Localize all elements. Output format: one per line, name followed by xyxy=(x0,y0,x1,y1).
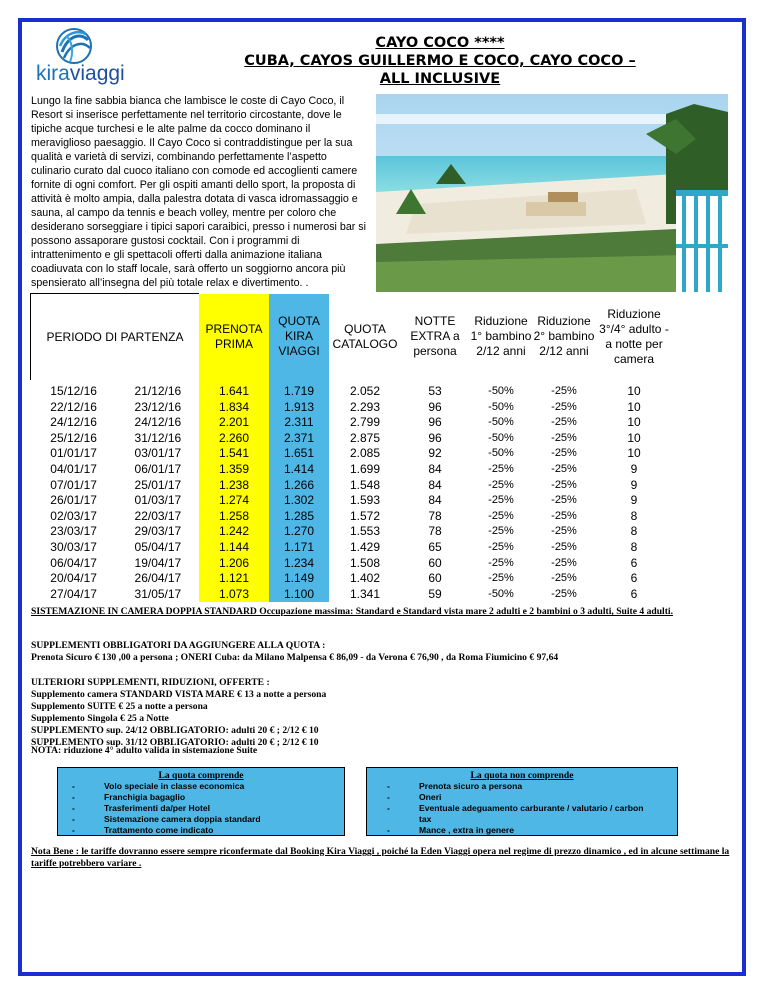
notte-extra-cell: 65 xyxy=(428,539,442,554)
riduzione-3-4-cell: 10 xyxy=(627,399,641,414)
table-row xyxy=(31,400,674,416)
period-to-cell: 03/01/17 xyxy=(134,446,182,461)
period-to-cell: 05/04/17 xyxy=(134,539,182,554)
quota-non-comprende-box xyxy=(366,767,678,836)
notte-extra-cell: 53 xyxy=(428,384,442,398)
prenota-prima-cell: 1.242 xyxy=(199,524,269,540)
riduzione-2-cell: -25% xyxy=(551,556,577,569)
title-line-3: ALL INCLUSIVE xyxy=(379,71,501,87)
globe-icon xyxy=(52,26,96,66)
quota-kira-cell: 2.371 xyxy=(269,431,329,447)
quota-catalogo-cell: 1.593 xyxy=(349,493,381,508)
quota-kira-cell: 1.149 xyxy=(269,571,329,587)
riduzione-2-cell: -25% xyxy=(551,478,577,491)
table-row xyxy=(31,462,674,478)
quota-catalogo-cell: 2.875 xyxy=(349,430,381,445)
list-item: - Eventuale adeguamento carburante / valutario / carbon tax xyxy=(387,803,644,824)
resort-description: Lungo la fine sabbia bianca che lambisce le coste di Cayo Coco, il Resort si inserisce perfettamente nel territorio circostante, dove le tipiche acque turchesi e le alte palme da cocco dominano il meraviglioso paesaggio. Il Cayo Coco si contraddistingue per la sua qualità e varietà di servizi, combinando perfettamente l’aspetto culinario curato dal cuoco italiano con comode ed accoglienti camere fornite di ogni comfort. Per gli ospiti amanti dello sport, la proposta di attività è molto ampia, dalla palestra dotata di vasca idromassaggio e sauna, al campo da tennis e beach volley, mentre per coloro che desiderano sorseggiare i tipici sapori caraibici, presso i numerosi bar si possono assaporare gustosi cocktail. Con i programmi di intrattenimento e gli spettacoli offerti dalla animazione italiana coadiuvata con lo staff locale, sarà offerto un soggiorno ancora più spensierato all’insegna del più totale relax e divertimento. . xyxy=(31,95,367,289)
riduzione-2-cell: -25% xyxy=(551,525,577,538)
quota-comprende-box xyxy=(57,767,345,836)
title-line-2: CUBA, CAYOS GUILLERMO E COCO, CAYO COCO – xyxy=(244,53,636,69)
riduzione-1-cell: -50% xyxy=(488,416,514,429)
riduzione-1-cell: -50% xyxy=(488,400,514,413)
ulteriori-heading: ULTERIORI SUPPLEMENTI, RIDUZIONI, OFFERTE : xyxy=(31,677,270,688)
notte-extra-cell: 84 xyxy=(428,477,442,492)
quota-kira-cell: 1.270 xyxy=(269,524,329,540)
period-from-cell: 02/03/17 xyxy=(50,508,97,523)
period-to-cell: 24/12/16 xyxy=(134,415,182,430)
riduzione-1-cell: -50% xyxy=(488,587,514,600)
notte-extra-cell: 78 xyxy=(428,508,442,523)
quota-catalogo-cell: 1.341 xyxy=(349,586,381,601)
riduzione-1-cell: -50% xyxy=(488,447,514,460)
list-item: - Trasferimenti da/per Hotel xyxy=(72,803,211,813)
riduzione-3-4-cell: 10 xyxy=(627,415,641,430)
riduzione-2-cell: -25% xyxy=(551,509,577,522)
header-riduzione-2-bambino: Riduzione 2° bambino 2/12 anni xyxy=(533,314,595,359)
notte-extra-cell: 60 xyxy=(428,571,442,586)
period-to-cell: 26/04/17 xyxy=(134,571,182,586)
list-item: - Franchigia bagaglio xyxy=(72,792,186,802)
prenota-prima-cell: 1.144 xyxy=(199,540,269,556)
prenota-prima-cell: 1.641 xyxy=(199,380,269,400)
quota-non-comprende-list xyxy=(367,781,677,836)
table-row xyxy=(31,478,674,494)
quota-kira-cell: 1.171 xyxy=(269,540,329,556)
logo-wordmark: kiraviaggi xyxy=(36,62,125,85)
riduzione-3-4-cell: 8 xyxy=(630,524,638,539)
title-line-1: CAYO COCO **** xyxy=(375,35,505,51)
riduzione-3-4-cell: 6 xyxy=(630,555,638,570)
price-table xyxy=(30,293,673,602)
quota-kira-cell: 1.100 xyxy=(269,587,329,603)
ulteriori-line: Supplemento Singola € 25 a Notte xyxy=(31,713,169,724)
quota-kira-cell: 1.266 xyxy=(269,478,329,494)
riduzione-3-4-cell: 9 xyxy=(630,477,638,492)
ulteriori-line: Supplemento camera STANDARD VISTA MARE € 13 a notte a persona xyxy=(31,689,327,700)
table-row xyxy=(31,446,674,462)
quota-kira-cell: 1.234 xyxy=(269,556,329,572)
riduzione-1-cell: -25% xyxy=(488,556,514,569)
quota-non-comprende-heading: La quota non comprende xyxy=(470,770,574,781)
header-prenota-prima: PRENOTA PRIMA xyxy=(199,294,269,381)
quota-catalogo-cell: 1.402 xyxy=(349,571,381,586)
notte-extra-cell: 96 xyxy=(428,415,442,430)
list-item: - Volo speciale in classe economica xyxy=(72,781,245,791)
riduzione-3-4-cell: 10 xyxy=(627,446,641,461)
riduzione-3-4-cell: 8 xyxy=(630,539,638,554)
riduzione-3-4-cell: 8 xyxy=(630,508,638,523)
kiraviaggi-logo xyxy=(36,26,126,90)
period-to-cell: 21/12/16 xyxy=(134,384,182,398)
quota-catalogo-cell: 1.429 xyxy=(349,539,381,554)
header-riduzione-3-4-adulto: Riduzione 3°/4° adulto - a notte per camera xyxy=(599,306,669,366)
riduzione-1-cell: -25% xyxy=(488,509,514,522)
quota-catalogo-cell: 1.572 xyxy=(349,508,381,523)
period-to-cell: 23/12/16 xyxy=(134,399,182,414)
prenota-prima-cell: 1.258 xyxy=(199,509,269,525)
prenota-prima-cell: 1.073 xyxy=(199,587,269,603)
notte-extra-cell: 84 xyxy=(428,461,442,476)
quota-comprende-list xyxy=(58,781,344,836)
period-to-cell: 25/01/17 xyxy=(134,477,182,492)
notte-extra-cell: 92 xyxy=(428,446,442,461)
quota-kira-cell: 1.913 xyxy=(269,400,329,416)
table-row xyxy=(31,431,674,447)
riduzione-1-cell: -25% xyxy=(488,462,514,475)
prenota-prima-cell: 2.260 xyxy=(199,431,269,447)
table-row xyxy=(31,524,674,540)
sistemazione-note: SISTEMAZIONE IN CAMERA DOPPIA STANDARD Occupazione massima: Standard e Standard vista mare 2 adulti e 2 bambini o 3 adulti, Suite 4 adulti. xyxy=(31,606,673,617)
riduzione-2-cell: -25% xyxy=(551,540,577,553)
table-row xyxy=(31,540,674,556)
period-from-cell: 01/01/17 xyxy=(50,446,97,461)
prenota-prima-cell: 2.201 xyxy=(199,415,269,431)
riduzione-3-4-cell: 9 xyxy=(630,493,638,508)
prenota-prima-cell: 1.238 xyxy=(199,478,269,494)
list-item: - Prenota sicuro a persona xyxy=(387,781,523,791)
nota-riduzione: NOTA: riduzione 4° adulto valida in sistemazione Suite xyxy=(31,745,258,756)
quota-catalogo-cell: 1.508 xyxy=(349,555,381,570)
period-to-cell: 19/04/17 xyxy=(134,555,182,570)
period-from-cell: 23/03/17 xyxy=(50,524,97,539)
header-period: PERIODO DI PARTENZA xyxy=(31,294,200,381)
notte-extra-cell: 78 xyxy=(428,524,442,539)
period-from-cell: 25/12/16 xyxy=(50,430,97,445)
riduzione-3-4-cell: 6 xyxy=(630,586,638,601)
riduzione-3-4-cell: 6 xyxy=(630,571,638,586)
quota-kira-cell: 1.651 xyxy=(269,446,329,462)
ulteriori-line: Supplemento SUITE € 25 a notte a persona xyxy=(31,701,208,712)
quota-catalogo-cell: 2.799 xyxy=(349,415,381,430)
riduzione-2-cell: -25% xyxy=(551,462,577,475)
quota-catalogo-cell: 1.548 xyxy=(349,477,381,492)
period-to-cell: 22/03/17 xyxy=(134,508,182,523)
quota-kira-cell: 1.285 xyxy=(269,509,329,525)
riduzione-3-4-cell: 9 xyxy=(630,461,638,476)
period-from-cell: 24/12/16 xyxy=(50,415,97,430)
period-to-cell: 31/12/16 xyxy=(134,430,182,445)
riduzione-2-cell: -25% xyxy=(551,494,577,507)
quota-kira-cell: 1.719 xyxy=(269,380,329,400)
prenota-prima-cell: 1.206 xyxy=(199,556,269,572)
table-row xyxy=(31,571,674,587)
period-from-cell: 27/04/17 xyxy=(50,586,97,601)
riduzione-2-cell: -25% xyxy=(551,447,577,460)
quota-catalogo-cell: 2.052 xyxy=(349,384,381,398)
period-from-cell: 20/04/17 xyxy=(50,571,97,586)
period-to-cell: 29/03/17 xyxy=(134,524,182,539)
nota-bene: Nota Bene : le tariffe dovranno essere sempre riconfermate dal Booking Kira Viaggi , poiché la Eden Viaggi opera nel regime di prezzo dinamico , ed in alcune settimane la tariffe potrebbero variare . xyxy=(31,846,730,869)
riduzione-1-cell: -25% xyxy=(488,572,514,585)
period-from-cell: 30/03/17 xyxy=(50,539,97,554)
quota-catalogo-cell: 2.293 xyxy=(349,399,381,414)
period-from-cell: 22/12/16 xyxy=(50,399,97,414)
riduzione-1-cell: -50% xyxy=(488,431,514,444)
riduzione-3-4-cell: 10 xyxy=(627,430,641,445)
header-quota-catalogo: QUOTA CATALOGO xyxy=(332,321,398,351)
riduzione-2-cell: -25% xyxy=(551,400,577,413)
prenota-prima-cell: 1.541 xyxy=(199,446,269,462)
list-item: - Trattamento come indicato xyxy=(72,825,214,835)
header-notte-extra: NOTTE EXTRA a persona xyxy=(410,314,460,359)
resort-photo xyxy=(376,94,728,292)
riduzione-2-cell: -25% xyxy=(551,572,577,585)
riduzione-1-cell: -50% xyxy=(488,385,514,397)
table-row xyxy=(31,587,674,603)
page-title xyxy=(150,34,730,88)
riduzione-2-cell: -25% xyxy=(551,587,577,600)
period-to-cell: 31/05/17 xyxy=(134,586,182,601)
quota-catalogo-cell: 1.699 xyxy=(349,461,381,476)
list-item: - Sistemazione camera doppia standard xyxy=(72,814,261,824)
riduzione-2-cell: -25% xyxy=(551,431,577,444)
riduzione-1-cell: -25% xyxy=(488,494,514,507)
period-to-cell: 06/01/17 xyxy=(134,461,182,476)
table-row xyxy=(31,556,674,572)
prenota-prima-cell: 1.274 xyxy=(199,493,269,509)
ulteriori-line: SUPPLEMENTO sup. 24/12 OBBLIGATORIO: adulti 20 € ; 2/12 € 10 xyxy=(31,725,319,736)
list-item: - Oneri xyxy=(387,792,442,802)
supplementi-obbligatori-text: Prenota Sicuro € 130 ,00 a persona ; ONERI Cuba: da Milano Malpensa € 86,09 - da Verona € 76,90 , da Roma Fiumicino € 97,64 xyxy=(31,652,559,663)
quota-kira-cell: 1.414 xyxy=(269,462,329,478)
table-row xyxy=(31,380,674,400)
riduzione-1-cell: -25% xyxy=(488,478,514,491)
riduzione-1-cell: -25% xyxy=(488,525,514,538)
header-riduzione-1-bambino: Riduzione 1° bambino 2/12 anni xyxy=(470,314,532,359)
quota-kira-cell: 2.311 xyxy=(269,415,329,431)
riduzione-1-cell: -25% xyxy=(488,540,514,553)
period-from-cell: 15/12/16 xyxy=(50,384,97,398)
table-row xyxy=(31,493,674,509)
table-row xyxy=(31,509,674,525)
supplementi-obbligatori xyxy=(31,640,731,664)
table-row xyxy=(31,415,674,431)
period-from-cell: 06/04/17 xyxy=(50,555,97,570)
period-from-cell: 07/01/17 xyxy=(50,477,97,492)
prenota-prima-cell: 1.834 xyxy=(199,400,269,416)
period-from-cell: 04/01/17 xyxy=(50,461,97,476)
ulteriori-line: SUPPLEMENTO sup. 31/12 OBBLIGATORIO: adulti 20 € ; 2/12 € 10 xyxy=(31,737,319,748)
quota-catalogo-cell: 1.553 xyxy=(349,524,381,539)
riduzione-2-cell: -25% xyxy=(551,385,577,397)
riduzione-3-4-cell: 10 xyxy=(627,384,641,398)
notte-extra-cell: 60 xyxy=(428,555,442,570)
prenota-prima-cell: 1.121 xyxy=(199,571,269,587)
riduzione-2-cell: -25% xyxy=(551,416,577,429)
period-from-cell: 26/01/17 xyxy=(50,493,97,508)
quota-comprende-heading: La quota comprende xyxy=(158,770,244,781)
notte-extra-cell: 96 xyxy=(428,430,442,445)
ulteriori-supplementi xyxy=(31,677,731,749)
header-quota-kira: QUOTA KIRA VIAGGI xyxy=(269,294,329,381)
list-item: - Mance , extra in genere xyxy=(387,825,515,835)
notte-extra-cell: 84 xyxy=(428,493,442,508)
prenota-prima-cell: 1.359 xyxy=(199,462,269,478)
quota-catalogo-cell: 2.085 xyxy=(349,446,381,461)
notte-extra-cell: 96 xyxy=(428,399,442,414)
notte-extra-cell: 59 xyxy=(428,586,442,601)
quota-kira-cell: 1.302 xyxy=(269,493,329,509)
supplementi-obbligatori-heading: SUPPLEMENTI OBBLIGATORI DA AGGIUNGERE ALLA QUOTA : xyxy=(31,640,326,651)
period-to-cell: 01/03/17 xyxy=(134,493,182,508)
